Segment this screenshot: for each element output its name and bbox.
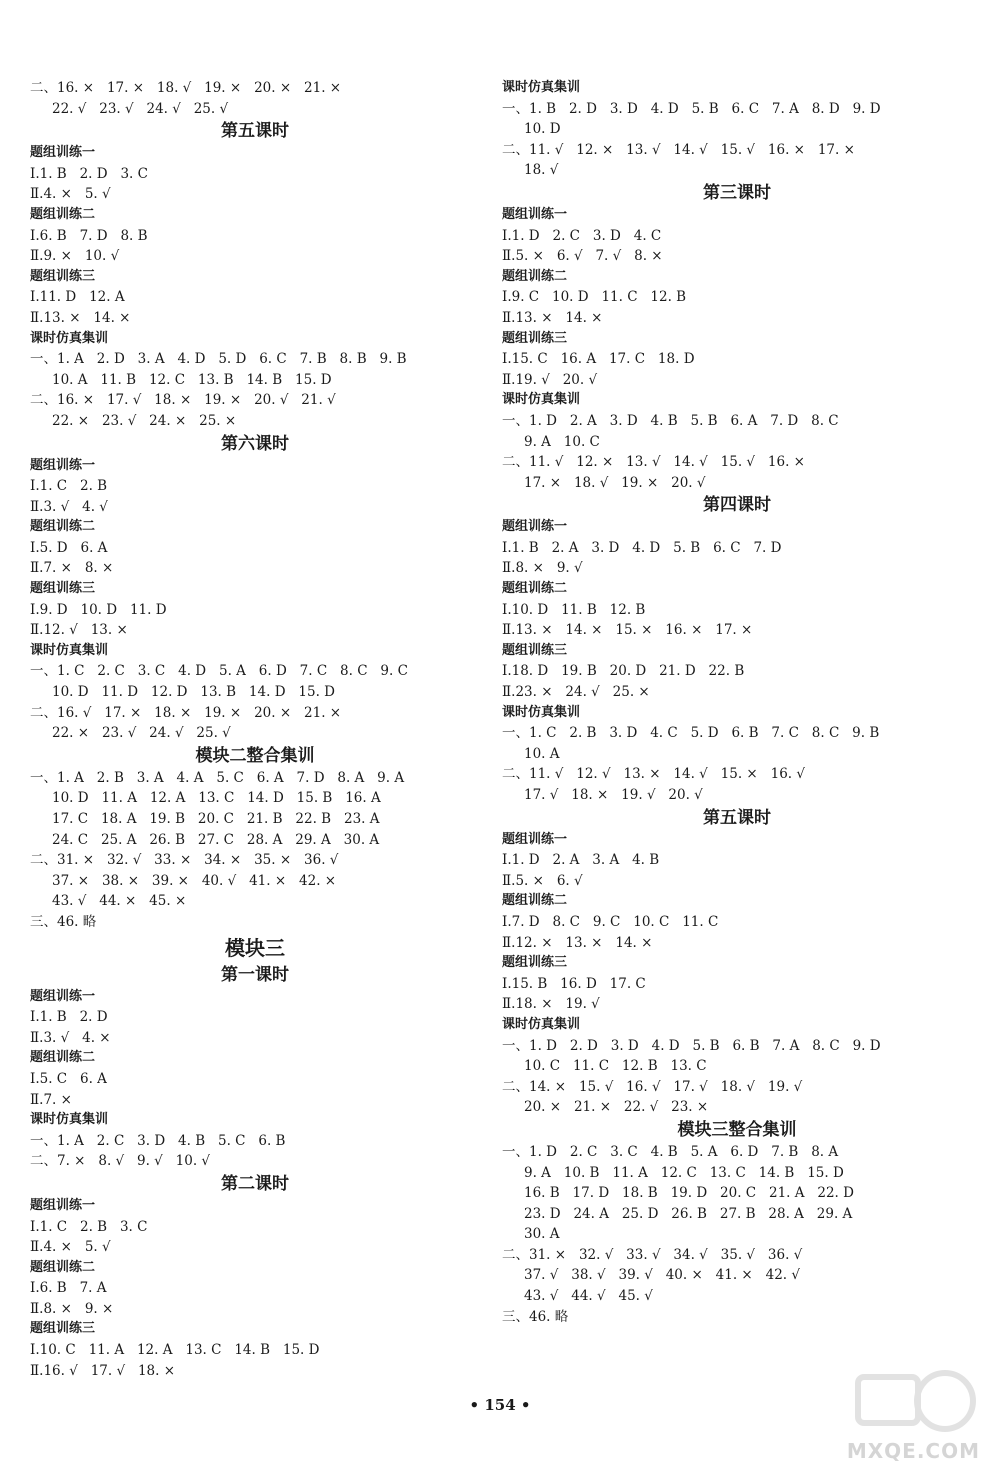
answer-line: Ⅱ.8. × 9. × xyxy=(30,1300,114,1317)
answer-line: Ⅰ.9. D 10. D 11. D xyxy=(30,601,167,618)
answer-line: 18. √ xyxy=(524,162,559,179)
answer-line: Ⅰ.10. D 11. B 12. B xyxy=(502,601,646,618)
answer-line: 二、11. √ 12. √ 13. × 14. √ 15. × 16. √ xyxy=(502,766,805,783)
answer-line: 22. × 23. √ 24. √ 25. √ xyxy=(52,725,231,742)
answer-line: Ⅱ.13. × 14. × xyxy=(502,309,603,326)
answer-line: Ⅰ.7. D 8. C 9. C 10. C 11. C xyxy=(502,913,719,930)
section-label: 课时仿真集训 xyxy=(502,392,581,408)
answer-line: 二、16. × 17. × 18. √ 19. × 20. × 21. × xyxy=(30,80,342,96)
answer-line: 17. × 18. √ 19. × 20. √ xyxy=(524,474,706,491)
section-label: 题组训练二 xyxy=(30,206,96,222)
answer-line: Ⅰ.1. D 2. C 3. D 4. C xyxy=(502,227,662,244)
answer-line: Ⅰ.15. C 16. A 17. C 18. D xyxy=(502,351,695,368)
answer-line: 二、31. × 32. √ 33. √ 34. √ 35. √ 36. √ xyxy=(502,1246,803,1263)
answer-line: Ⅱ.3. √ 4. × xyxy=(30,1029,111,1046)
answer-line: Ⅱ.5. × 6. √ 7. √ 8. × xyxy=(502,248,663,265)
section-label: 题组训练一 xyxy=(502,831,568,847)
answer-line: 10. A 11. B 12. C 13. B 14. B 15. D xyxy=(52,371,332,388)
answer-line: 22. √ 23. √ 24. √ 25. √ xyxy=(52,100,229,117)
answer-line: Ⅱ.8. × 9. √ xyxy=(502,560,583,577)
answer-line: 一、1. D 2. D 3. D 4. D 5. B 6. B 7. A 8. C 9. D xyxy=(502,1037,881,1054)
section-title: 第五课时 xyxy=(703,807,771,828)
answer-line: Ⅰ.6. B 7. D 8. B xyxy=(30,227,148,244)
answer-line: 37. × 38. × 39. × 40. √ 41. × 42. × xyxy=(52,872,337,889)
section-label: 题组训练三 xyxy=(30,268,96,284)
section-label: 题组训练一 xyxy=(30,1197,96,1213)
answer-line: Ⅱ.4. × 5. √ xyxy=(30,1239,111,1256)
answer-line: Ⅱ.7. × xyxy=(30,1091,72,1108)
answer-line: 三、46. 略 xyxy=(30,913,97,930)
answer-line: Ⅱ.23. × 24. √ 25. × xyxy=(502,684,650,701)
answer-line: Ⅰ.1. D 2. A 3. A 4. B xyxy=(502,852,660,869)
answer-line: Ⅰ.1. B 2. A 3. D 4. D 5. B 6. C 7. D xyxy=(502,539,782,556)
section-title: 第三课时 xyxy=(703,182,771,203)
answer-line: Ⅰ.1. C 2. B 3. C xyxy=(30,1218,148,1235)
answer-line: 17. C 18. A 19. B 20. C 21. B 22. B 23. A xyxy=(52,811,380,827)
section-title: 第二课时 xyxy=(221,1173,289,1194)
section-label: 题组训练二 xyxy=(30,519,96,535)
answer-line: 22. × 23. √ 24. × 25. × xyxy=(52,412,237,429)
section-label: 课时仿真集训 xyxy=(30,642,109,658)
section-title: 模块三整合集训 xyxy=(677,1119,797,1140)
answer-line: Ⅰ.9. C 10. D 11. C 12. B xyxy=(502,289,687,306)
answer-line: 二、31. × 32. √ 33. × 34. × 35. × 36. √ xyxy=(30,852,339,869)
section-title: 第四课时 xyxy=(703,495,771,516)
section-label: 题组训练一 xyxy=(30,988,96,1004)
section-label: 课时仿真集训 xyxy=(30,330,109,346)
answer-line: Ⅱ.12. √ 13. × xyxy=(30,622,128,639)
answer-line: 43. √ 44. √ 45. √ xyxy=(524,1288,653,1305)
answer-line: 二、14. × 15. √ 16. √ 17. √ 18. √ 19. √ xyxy=(502,1078,803,1095)
answer-line: 37. √ 38. √ 39. √ 40. × 41. × 42. √ xyxy=(524,1267,800,1284)
answer-line: 一、1. C 2. B 3. D 4. C 5. D 6. B 7. C 8. C 9. B xyxy=(502,725,880,742)
answer-line: Ⅱ.4. × 5. √ xyxy=(30,186,111,203)
section-label: 题组训练一 xyxy=(30,457,96,473)
answer-line: 10. D 11. A 12. A 13. C 14. D 15. B 16. A xyxy=(52,790,381,807)
section-label: 题组训练一 xyxy=(502,519,568,535)
answer-line: Ⅱ.12. × 13. × 14. × xyxy=(502,934,653,951)
section-title: 第六课时 xyxy=(221,433,289,454)
section-title: 模块二整合集训 xyxy=(195,745,315,766)
section-label: 题组训练三 xyxy=(502,330,568,346)
answer-line: Ⅰ.5. C 6. A xyxy=(30,1070,107,1087)
section-label: 课时仿真集训 xyxy=(502,1016,581,1032)
answer-line: 一、1. D 2. C 3. C 4. B 5. A 6. D 7. B 8. A xyxy=(502,1143,839,1160)
answer-line: 30. A xyxy=(524,1226,560,1243)
answer-line: 10. A xyxy=(524,745,560,762)
answer-line: 二、16. √ 17. × 18. × 19. × 20. × 21. × xyxy=(30,704,342,721)
answer-line: 二、11. √ 12. × 13. √ 14. √ 15. √ 16. × 17. × xyxy=(502,141,855,158)
answer-line: 24. C 25. A 26. B 27. C 28. A 29. A 30. A xyxy=(52,831,380,848)
answer-line: Ⅱ.16. √ 17. √ 18. × xyxy=(30,1362,176,1379)
answer-line: 10. C 11. C 12. B 13. C xyxy=(524,1058,707,1075)
left-column xyxy=(30,78,480,1381)
answer-line: 10. D 11. D 12. D 13. B 14. D 15. D xyxy=(52,684,335,701)
section-label: 题组训练二 xyxy=(502,268,568,284)
answer-line: Ⅰ.18. D 19. B 20. D 21. D 22. B xyxy=(502,663,745,680)
answer-line: 10. D xyxy=(524,121,561,138)
answer-line: 20. × 21. × 22. √ 23. × xyxy=(524,1099,709,1116)
section-label: 课时仿真集训 xyxy=(502,80,581,95)
answer-line: Ⅰ.5. D 6. A xyxy=(30,539,108,556)
answer-line: 9. A 10. B 11. A 12. C 13. C 14. B 15. D xyxy=(524,1164,844,1181)
answer-line: Ⅰ.15. B 16. D 17. C xyxy=(502,975,646,992)
module-title: 模块三 xyxy=(225,935,285,960)
section-label: 课时仿真集训 xyxy=(502,704,581,720)
answer-line: 一、1. A 2. D 3. A 4. D 5. D 6. C 7. B 8. B 9. B xyxy=(30,351,407,368)
section-label: 题组训练三 xyxy=(502,955,568,971)
watermark-text: MXQE.COM xyxy=(846,1439,980,1463)
section-label: 题组训练三 xyxy=(30,1321,96,1337)
answer-line: Ⅱ.13. × 14. × 15. × 16. × 17. × xyxy=(502,622,753,639)
answer-line: Ⅱ.19. √ 20. √ xyxy=(502,371,598,388)
answer-line: 一、1. A 2. B 3. A 4. A 5. C 6. A 7. D 8. A 9. A xyxy=(30,769,405,786)
answer-line: Ⅰ.6. B 7. A xyxy=(30,1280,107,1297)
answer-line: Ⅰ.11. D 12. A xyxy=(30,289,125,306)
answer-line: 一、1. A 2. C 3. D 4. B 5. C 6. B xyxy=(30,1132,286,1149)
answer-line: 一、1. C 2. C 3. C 4. D 5. A 6. D 7. C 8. C 9. C xyxy=(30,663,408,680)
answer-line: Ⅰ.1. B 2. D 3. C xyxy=(30,165,148,182)
answer-line: 17. √ 18. × 19. √ 20. √ xyxy=(524,787,703,803)
answer-line: 43. √ 44. × 45. × xyxy=(52,893,187,910)
answer-line: Ⅰ.1. C 2. B xyxy=(30,478,108,495)
section-label: 题组训练二 xyxy=(30,1259,96,1275)
answer-line: 9. A 10. C xyxy=(524,433,600,450)
answer-line: 二、11. √ 12. × 13. √ 14. √ 15. √ 16. × xyxy=(502,454,805,471)
page-number: • 154 • xyxy=(469,1396,531,1414)
answer-line: 二、16. × 17. √ 18. × 19. × 20. √ 21. √ xyxy=(30,392,336,409)
answer-line: Ⅱ.5. × 6. √ xyxy=(502,872,583,889)
section-label: 题组训练一 xyxy=(502,206,568,222)
answer-line: Ⅱ.18. × 19. √ xyxy=(502,996,600,1013)
section-label: 题组训练二 xyxy=(502,893,568,909)
section-title: 第五课时 xyxy=(221,121,289,142)
answer-line: 一、1. B 2. D 3. D 4. D 5. B 6. C 7. A 8. D 9. D xyxy=(502,100,881,117)
answer-line: Ⅰ.1. B 2. D xyxy=(30,1009,108,1026)
answer-line: Ⅱ.7. × 8. × xyxy=(30,560,114,577)
right-column xyxy=(502,78,972,1327)
section-title: 第一课时 xyxy=(221,964,289,985)
answer-line: 23. D 24. A 25. D 26. B 27. B 28. A 29. A xyxy=(524,1205,853,1222)
answer-line: 三、46. 略 xyxy=(502,1308,569,1325)
answer-line: Ⅱ.3. √ 4. √ xyxy=(30,498,108,515)
section-label: 题组训练二 xyxy=(502,581,568,597)
section-label: 题组训练一 xyxy=(30,145,96,161)
section-label: 题组训练三 xyxy=(502,642,568,658)
answer-line: 一、1. D 2. A 3. D 4. B 5. B 6. A 7. D 8. C xyxy=(502,412,839,429)
section-label: 题组训练三 xyxy=(30,581,96,597)
answer-line: 16. B 17. D 18. B 19. D 20. C 21. A 22. D xyxy=(524,1185,854,1202)
answer-line: Ⅰ.10. C 11. A 12. A 13. C 14. B 15. D xyxy=(30,1342,320,1359)
section-label: 题组训练二 xyxy=(30,1050,96,1066)
answer-line: 二、7. × 8. √ 9. √ 10. √ xyxy=(30,1153,211,1170)
answer-line: Ⅱ.9. × 10. √ xyxy=(30,248,120,265)
section-label: 课时仿真集训 xyxy=(30,1112,109,1128)
answer-line: Ⅱ.13. × 14. × xyxy=(30,309,131,326)
